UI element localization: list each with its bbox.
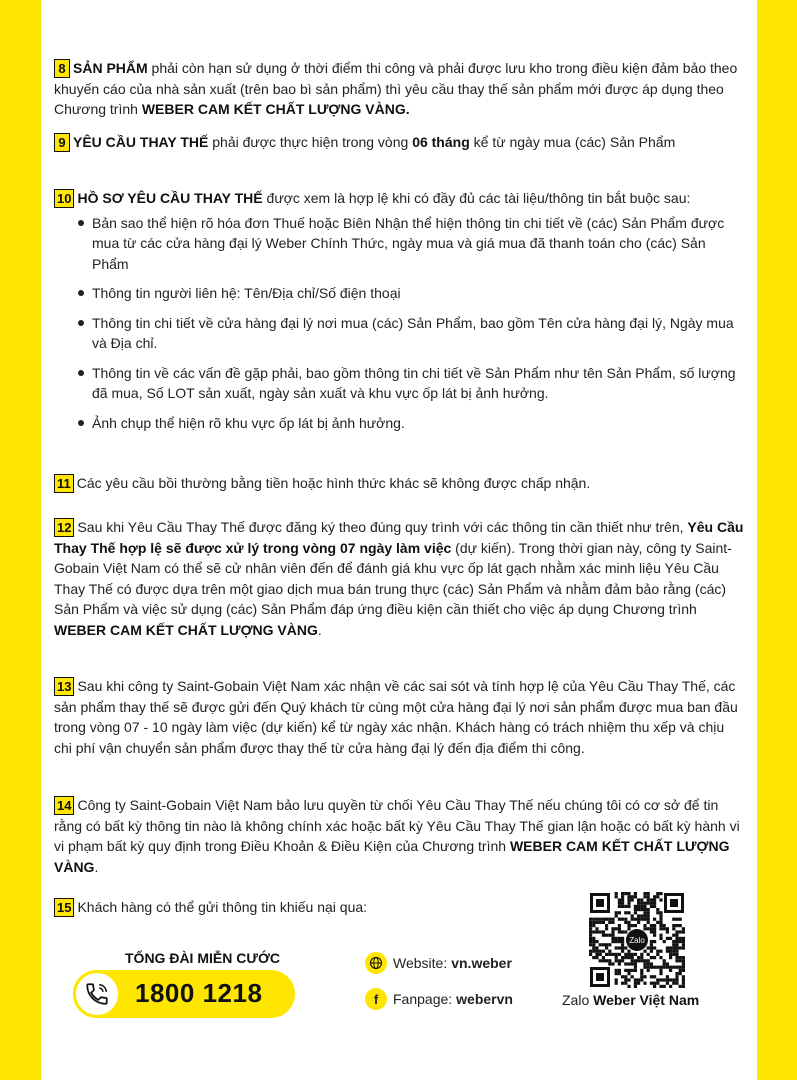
- requirements-list: [54, 213, 744, 434]
- term-text: 14 Công ty Saint-Gobain Việt Nam bảo lưu quyền từ chối Yêu Cầu Thay Thế nếu chúng tôi có cơ sở để tin rằng có bất kỳ thông tin nào là không chính xác hoặc bất kỳ Yêu Cầu Thay Thế gian lận hoặc có bất kỳ hành vi vi phạm bất kỳ quy định trong Điều Khoản & Điều Kiện của Chương trình WEBER CAM KẾT CHẤT LƯỢNG VÀNG.: [54, 797, 740, 875]
- website-label: Website:: [393, 955, 448, 971]
- term-number-badge: 15: [54, 898, 74, 917]
- zalo-prefix: Zalo: [562, 992, 590, 1008]
- term-item-11: [54, 473, 744, 494]
- zalo-name: Weber Việt Nam: [593, 992, 700, 1008]
- right-yellow-band: [757, 0, 797, 1080]
- hotline-title: TỔNG ĐÀI MIỄN CƯỚC: [125, 950, 280, 966]
- term-emphasis: SẢN PHẨM: [73, 60, 148, 76]
- term-text: 9 YÊU CẦU THAY THẾ phải được thực hiện trong vòng 06 tháng kể từ ngày mua (các) Sản Phẩm: [54, 132, 744, 153]
- term-item-14: [54, 795, 744, 877]
- terms-page: [41, 0, 757, 1080]
- list-item: Thông tin người liên hệ: Tên/Địa chỉ/Số điện thoại: [92, 283, 744, 304]
- term-emphasis: 06 tháng: [412, 134, 470, 150]
- term-number-badge: 9: [54, 133, 70, 152]
- hotline-number: 1800 1218: [135, 978, 263, 1008]
- list-item: Ảnh chụp thể hiện rõ khu vực ốp lát bị ảnh hưởng.: [92, 413, 744, 434]
- term-number-badge: 8: [54, 59, 70, 78]
- svg-text:Zalo: Zalo: [629, 936, 645, 945]
- term-item-13: [54, 676, 744, 758]
- term-emphasis: Yêu Cầu Thay Thế hợp lệ sẽ được xử lý trong vòng 07 ngày làm việc: [54, 519, 744, 556]
- qr-finder-bottom-left: [590, 967, 610, 987]
- fanpage-row[interactable]: [365, 988, 513, 1010]
- term-text: 13 Sau khi công ty Saint-Gobain Việt Nam xác nhận về các sai sót và tính hợp lệ của Yêu Cầu Thay Thế, các sản phẩm thay thế sẽ được gửi đến Quý khách từ cùng một cửa hàng đại lý nơi sản phẩm được mua ban đầu trong vòng 07 - 10 ngày làm việc (dự kiến) kể từ ngày xác nhận. Khách hàng có trách nhiệm thu xếp và chịu chi phí vận chuyển sản phẩm được thay thế từ cửa hàng đại lý đến địa điểm thi công.: [54, 678, 738, 756]
- term-emphasis: HỒ SƠ YÊU CẦU THAY THẾ: [77, 190, 263, 206]
- qr-finder-top-left: [590, 893, 610, 913]
- term-number-badge: 11: [54, 474, 74, 493]
- qr-finder-top-right: [664, 893, 684, 913]
- term-emphasis: WEBER CAM KẾT CHẤT LƯỢNG VÀNG: [54, 838, 730, 875]
- list-item: Thông tin chi tiết về cửa hàng đại lý nơi mua (các) Sản Phẩm, bao gồm Tên cửa hàng đại lý, Ngày mua và Địa chỉ.: [92, 313, 744, 354]
- term-emphasis: YÊU CẦU THAY THẾ: [73, 134, 209, 150]
- term-number-badge: 14: [54, 796, 74, 815]
- list-item: Bản sao thể hiện rõ hóa đơn Thuế hoặc Biên Nhận thể hiện thông tin chi tiết về (các) Sản Phẩm được mua từ các cửa hàng đại lý Weber Chính Thức, ngày mua và giá mua đã thanh toán cho (các) Sản Phẩm: [92, 213, 744, 275]
- term-text: 11 Các yêu cầu bồi thường bằng tiền hoặc hình thức khác sẽ không được chấp nhận.: [54, 473, 744, 494]
- term-item-12: [54, 517, 744, 640]
- term-text: 10 HỒ SƠ YÊU CẦU THAY THẾ được xem là hợp lệ khi có đầy đủ các tài liệu/thông tin bắt buộc sau:: [54, 188, 744, 209]
- hotline-box[interactable]: [73, 970, 295, 1018]
- term-number-badge: 12: [54, 518, 74, 537]
- fanpage-label: Fanpage:: [393, 991, 453, 1007]
- website-value[interactable]: vn.weber: [451, 955, 512, 971]
- term-text: 12 Sau khi Yêu Cầu Thay Thế được đăng ký theo đúng quy trình với các thông tin cần thiết như trên, Yêu Cầu Thay Thế hợp lệ sẽ được xử lý trong vòng 07 ngày làm việc (dự kiến). Trong thời gian này, công ty Saint-Gobain Việt Nam có thể sẽ cử nhân viên đến để đánh giá khu vực ốp lát gạch nhằm xác minh liệu Yêu Cầu Thay Thế có được dựa trên một giao dịch mua bán trung thực (các) Sản Phẩm và nhằm đảm bảo rằng (các) Sản Phẩm và việc sử dụng (các) Sản Phẩm đáp ứng điều kiện cần thiết cho việc áp dụng Chương trình WEBER CAM KẾT CHẤT LƯỢNG VÀNG.: [54, 519, 744, 638]
- term-item-8: [54, 58, 744, 120]
- term-text: 8 SẢN PHẨM phải còn hạn sử dụng ở thời điểm thi công và phải được lưu kho trong điều kiện đảm bảo theo khuyến cáo của nhà sản xuất (trên bao bì sản phẩm) thì yêu cầu thay thế sản phẩm mới được áp dụng theo Chương trình WEBER CAM KẾT CHẤT LƯỢNG VÀNG.: [54, 60, 738, 117]
- left-yellow-band: [0, 0, 41, 1080]
- globe-icon: [365, 952, 387, 974]
- fanpage-value[interactable]: webervn: [456, 991, 513, 1007]
- term-text: 15 Khách hàng có thể gửi thông tin khiếu nại qua:: [54, 897, 744, 918]
- term-emphasis: WEBER CAM KẾT CHẤT LƯỢNG VÀNG: [54, 621, 318, 638]
- zalo-qr-code[interactable]: [589, 892, 685, 988]
- website-row[interactable]: [365, 952, 512, 974]
- term-number-badge: 13: [54, 677, 74, 696]
- phone-icon: [73, 970, 121, 1018]
- term-number-badge: 10: [54, 189, 74, 208]
- term-item-9: [54, 132, 744, 153]
- term-emphasis: WEBER CAM KẾT CHẤT LƯỢNG VÀNG.: [141, 101, 410, 117]
- term-item-10: [54, 188, 744, 442]
- zalo-label: [562, 992, 699, 1008]
- zalo-logo-icon: [626, 929, 648, 951]
- list-item: Thông tin về các vấn đề gặp phải, bao gồm thông tin chi tiết về Sản Phẩm như tên Sản Phẩm, số lượng đã mua, Số LOT sản xuất, ngày sản xuất và khu vực ốp lát bị ảnh hưởng.: [92, 363, 744, 404]
- facebook-icon: f: [365, 988, 387, 1010]
